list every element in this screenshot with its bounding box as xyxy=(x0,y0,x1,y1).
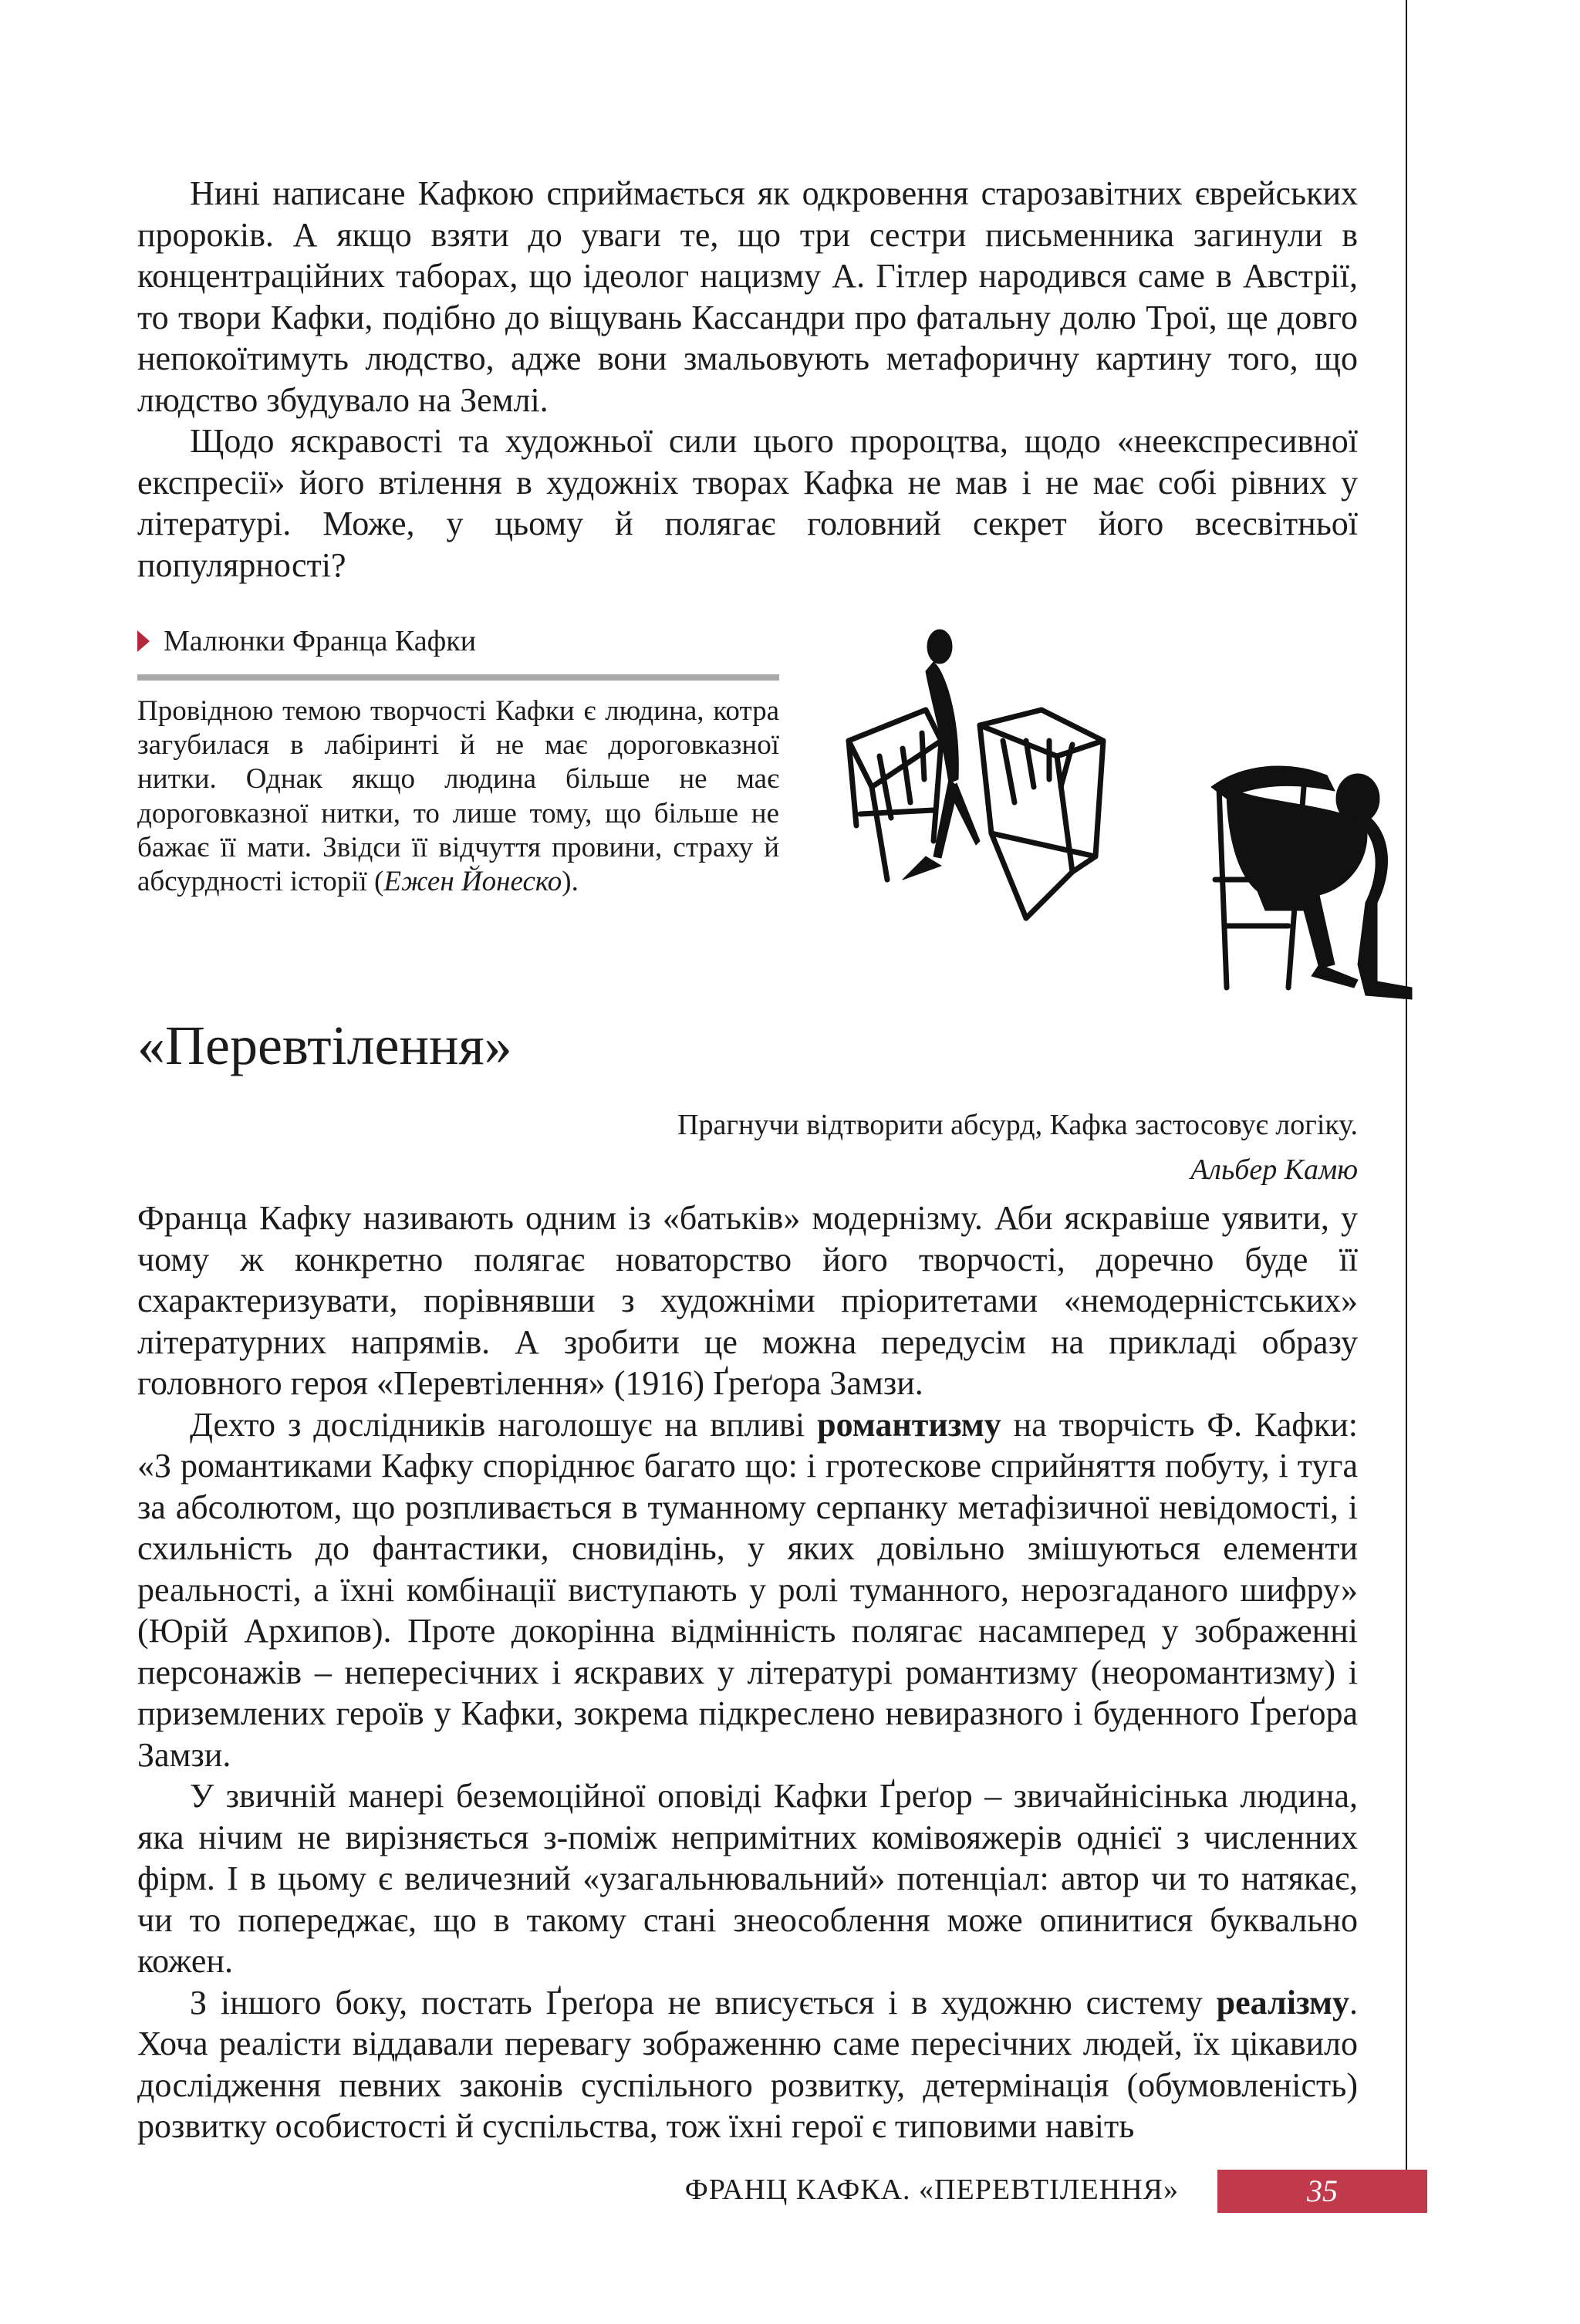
drawing-figure-with-chairs xyxy=(849,630,1103,918)
term-romanticism: романтизму xyxy=(817,1405,1001,1444)
sidebar-quote-author: Ежен Йонеско xyxy=(383,866,562,898)
body-paragraph-1: Франца Кафку називають одним із «батьків» модернізму. Аби яскравіше уявити, у чому ж конкретно полягає новаторство його творчості, доречно буде її схарактеризувати, порівнявши з художніми пріоритетами «немодерністських» літературних напрямів. А зробити це можна передусім на прикладі образу головного героя «Перевтілення» (1916) Ґреґора Замзи. xyxy=(137,1199,1358,1402)
triangle-marker-icon xyxy=(137,630,150,652)
kafka-drawings-illustration xyxy=(825,625,1435,1018)
page-footer xyxy=(0,2170,1580,2213)
body-paragraph-2-start: Дехто з дослідників наголошує на впливі xyxy=(190,1405,818,1444)
sidebar-divider xyxy=(137,674,779,681)
sidebar-text xyxy=(137,694,779,899)
body-paragraph-2-rest: на творчість Ф. Кафки: «З романтиками Кафку споріднює багато що: і гротескове сприйняття побуту, і туга за абсолютом, що розпливається в туманному серпанку метафізичної невідомості, і схильність до фантастики, сновидінь, у яких довільно змішуються елементи реальності, а їхні комбінації виступають у ролі туманного, нерозгаданого шифру» (Юрій Архипов). Проте докорінна відмінність полягає насамперед у зображенні персонажів – непересічних і яскравих у літературі романтизму (неоромантизму) і приземлених героїв у Кафки, зокрема підкреслено невиразного і буденного Ґреґора Замзи. xyxy=(137,1405,1359,1774)
intro-paragraph-2: Щодо яскравості та художньої сили цього пророцтва, щодо «неекспресивної експресії» його втілення в художніх творах Кафка не мав і не має собі рівних у літературі. Може, у цьому й полягає головний секрет його всесвітньої популярності? xyxy=(137,422,1358,584)
body-paragraph-2 xyxy=(137,1404,1358,1776)
page-number: 35 xyxy=(1217,2170,1427,2213)
epigraph-quote: Прагнучи відтворити абсурд, Кафка застосовує логіку. xyxy=(677,1109,1358,1141)
epigraph-author: Альбер Камю xyxy=(1190,1154,1358,1186)
sidebar-heading-text: Малюнки Франца Кафки xyxy=(164,625,477,657)
page-edge-rule xyxy=(1406,0,1407,2176)
intro-text xyxy=(137,173,1358,586)
body-paragraph-4 xyxy=(137,1982,1358,2147)
sidebar-box xyxy=(137,622,779,899)
drawing-seated-figure xyxy=(1211,766,1412,999)
body-paragraph-4-start: З іншого боку, постать Ґреґора не вписується і в художню систему xyxy=(190,1983,1217,2022)
sidebar-heading xyxy=(137,622,779,660)
intro-paragraph-1: Нині написане Кафкою сприймається як одкровення старозавітних єврейських пророків. А якщо взяти до уваги те, що три сестри письменника загинули в концентраційних таборах, що ідеолог нацизму А. Гітлер народився саме в Австрії, то твори Кафки, подібно до віщувань Кассандри про фатальну долю Трої, ще довго непокоїтимуть людство, адже вони змальовують метафоричну картину того, що людство збудувало на Землі. xyxy=(137,174,1358,419)
main-text xyxy=(137,1197,1358,2147)
epigraph xyxy=(137,1103,1358,1191)
running-title: ФРАНЦ КАФКА. «ПЕРЕВТІЛЕННЯ» xyxy=(684,2174,1179,2206)
body-paragraph-4-rest: . Хоча реалісти віддавали перевагу зображенню саме пересічних людей, їх цікавило дослідження певних законів суспільного розвитку, детермінація (обумовленість) розвитку особистості й суспільства, тож їхні герої є типовими навіть xyxy=(137,1983,1358,2145)
term-realism: реалізму xyxy=(1216,1983,1349,2022)
sidebar-text-body: Провідною темою творчості Кафки є людина, котра загубилася в лабіринті й не має дороговказної нитки. Однак якщо людина більше не має дороговказної нитки, то лише тому, що більше не бажає її мати. Звідси її відчуття провини, страху й абсурдності історії ( xyxy=(137,695,779,898)
section-title: «Перевтілення» xyxy=(137,1015,512,1076)
body-paragraph-3: У звичній манері беземоційної оповіді Кафки Ґреґор – звичайнісінька людина, яка нічим не вирізняється з-поміж непримітних комівояжерів однієї з численних фірм. І в цьому є величезний «узагальнювальний» потенціал: автор чи то натякає, чи то попереджає, що в такому стані знеособлення може опинитися буквально кожен. xyxy=(137,1777,1358,1980)
sidebar-text-end: ). xyxy=(562,866,579,898)
